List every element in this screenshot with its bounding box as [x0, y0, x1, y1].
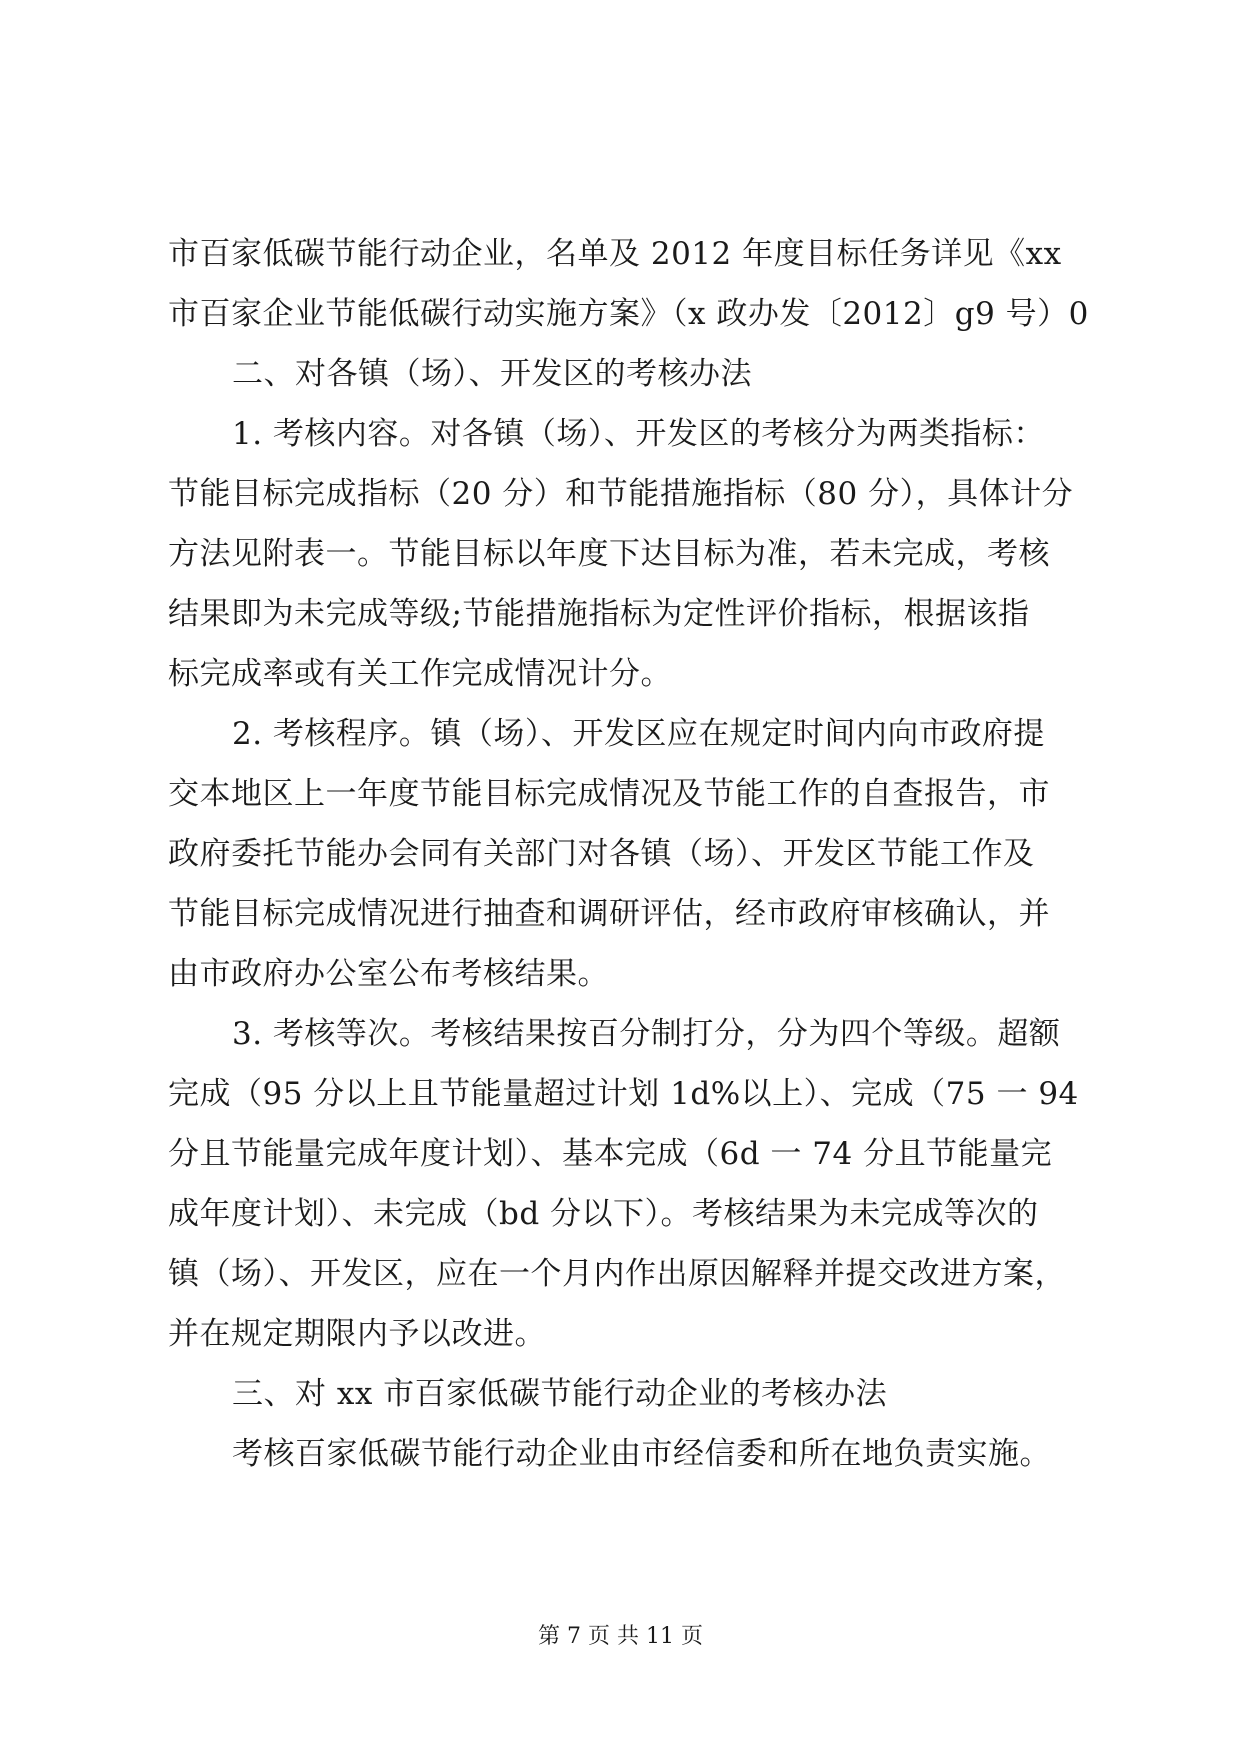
body-line: 分且节能量完成年度计划）、基本完成（6d 一 74 分且节能量完 — [168, 1136, 1053, 1172]
body-line: 交本地区上一年度节能目标完成情况及节能工作的自查报告，市 — [168, 776, 1050, 812]
body-line: 结果即为未完成等级;节能措施指标为定性评价指标，根据该指 — [168, 596, 1030, 632]
body-line: 考核百家低碳节能行动企业由市经信委和所在地负责实施。 — [232, 1436, 1051, 1472]
body-line: 节能目标完成指标（20 分）和节能措施指标（80 分），具体计分 — [168, 476, 1074, 512]
body-line: 政府委托节能办会同有关部门对各镇（场）、开发区节能工作及 — [168, 836, 1035, 872]
section-heading: 二、对各镇（场）、开发区的考核办法 — [232, 356, 752, 392]
body-line: 由市政府办公室公布考核结果。 — [168, 956, 609, 992]
body-line: 方法见附表一。节能目标以年度下达目标为准，若未完成，考核 — [168, 536, 1050, 572]
page-number: 第 7 页 共 11 页 — [538, 1624, 703, 1649]
body-line: 镇（场）、开发区，应在一个月内作出原因解释并提交改进方案， — [168, 1256, 1066, 1292]
body-line: 标完成率或有关工作完成情况计分。 — [168, 656, 672, 692]
body-line: 市百家企业节能低碳行动实施方案》（x 政办发〔2012〕g9 号）0 — [168, 296, 1089, 332]
body-line: 并在规定期限内予以改进。 — [168, 1316, 546, 1352]
body-line: 市百家低碳节能行动企业，名单及 2012 年度目标任务详见《xx — [168, 236, 1062, 272]
section-heading: 三、对 xx 市百家低碳节能行动企业的考核办法 — [232, 1376, 888, 1412]
body-line: 1. 考核内容。对各镇（场）、开发区的考核分为两类指标： — [232, 416, 1045, 452]
body-line: 2. 考核程序。镇（场）、开发区应在规定时间内向市政府提 — [232, 716, 1045, 752]
body-line: 3. 考核等次。考核结果按百分制打分，分为四个等级。超额 — [232, 1016, 1061, 1052]
body-line: 节能目标完成情况进行抽查和调研评估，经市政府审核确认，并 — [168, 896, 1050, 932]
body-line: 成年度计划）、未完成（bd 分以下）。考核结果为未完成等次的 — [168, 1196, 1039, 1232]
body-line: 完成（95 分以上且节能量超过计划 1d%以上）、完成（75 一 94 — [168, 1076, 1079, 1112]
